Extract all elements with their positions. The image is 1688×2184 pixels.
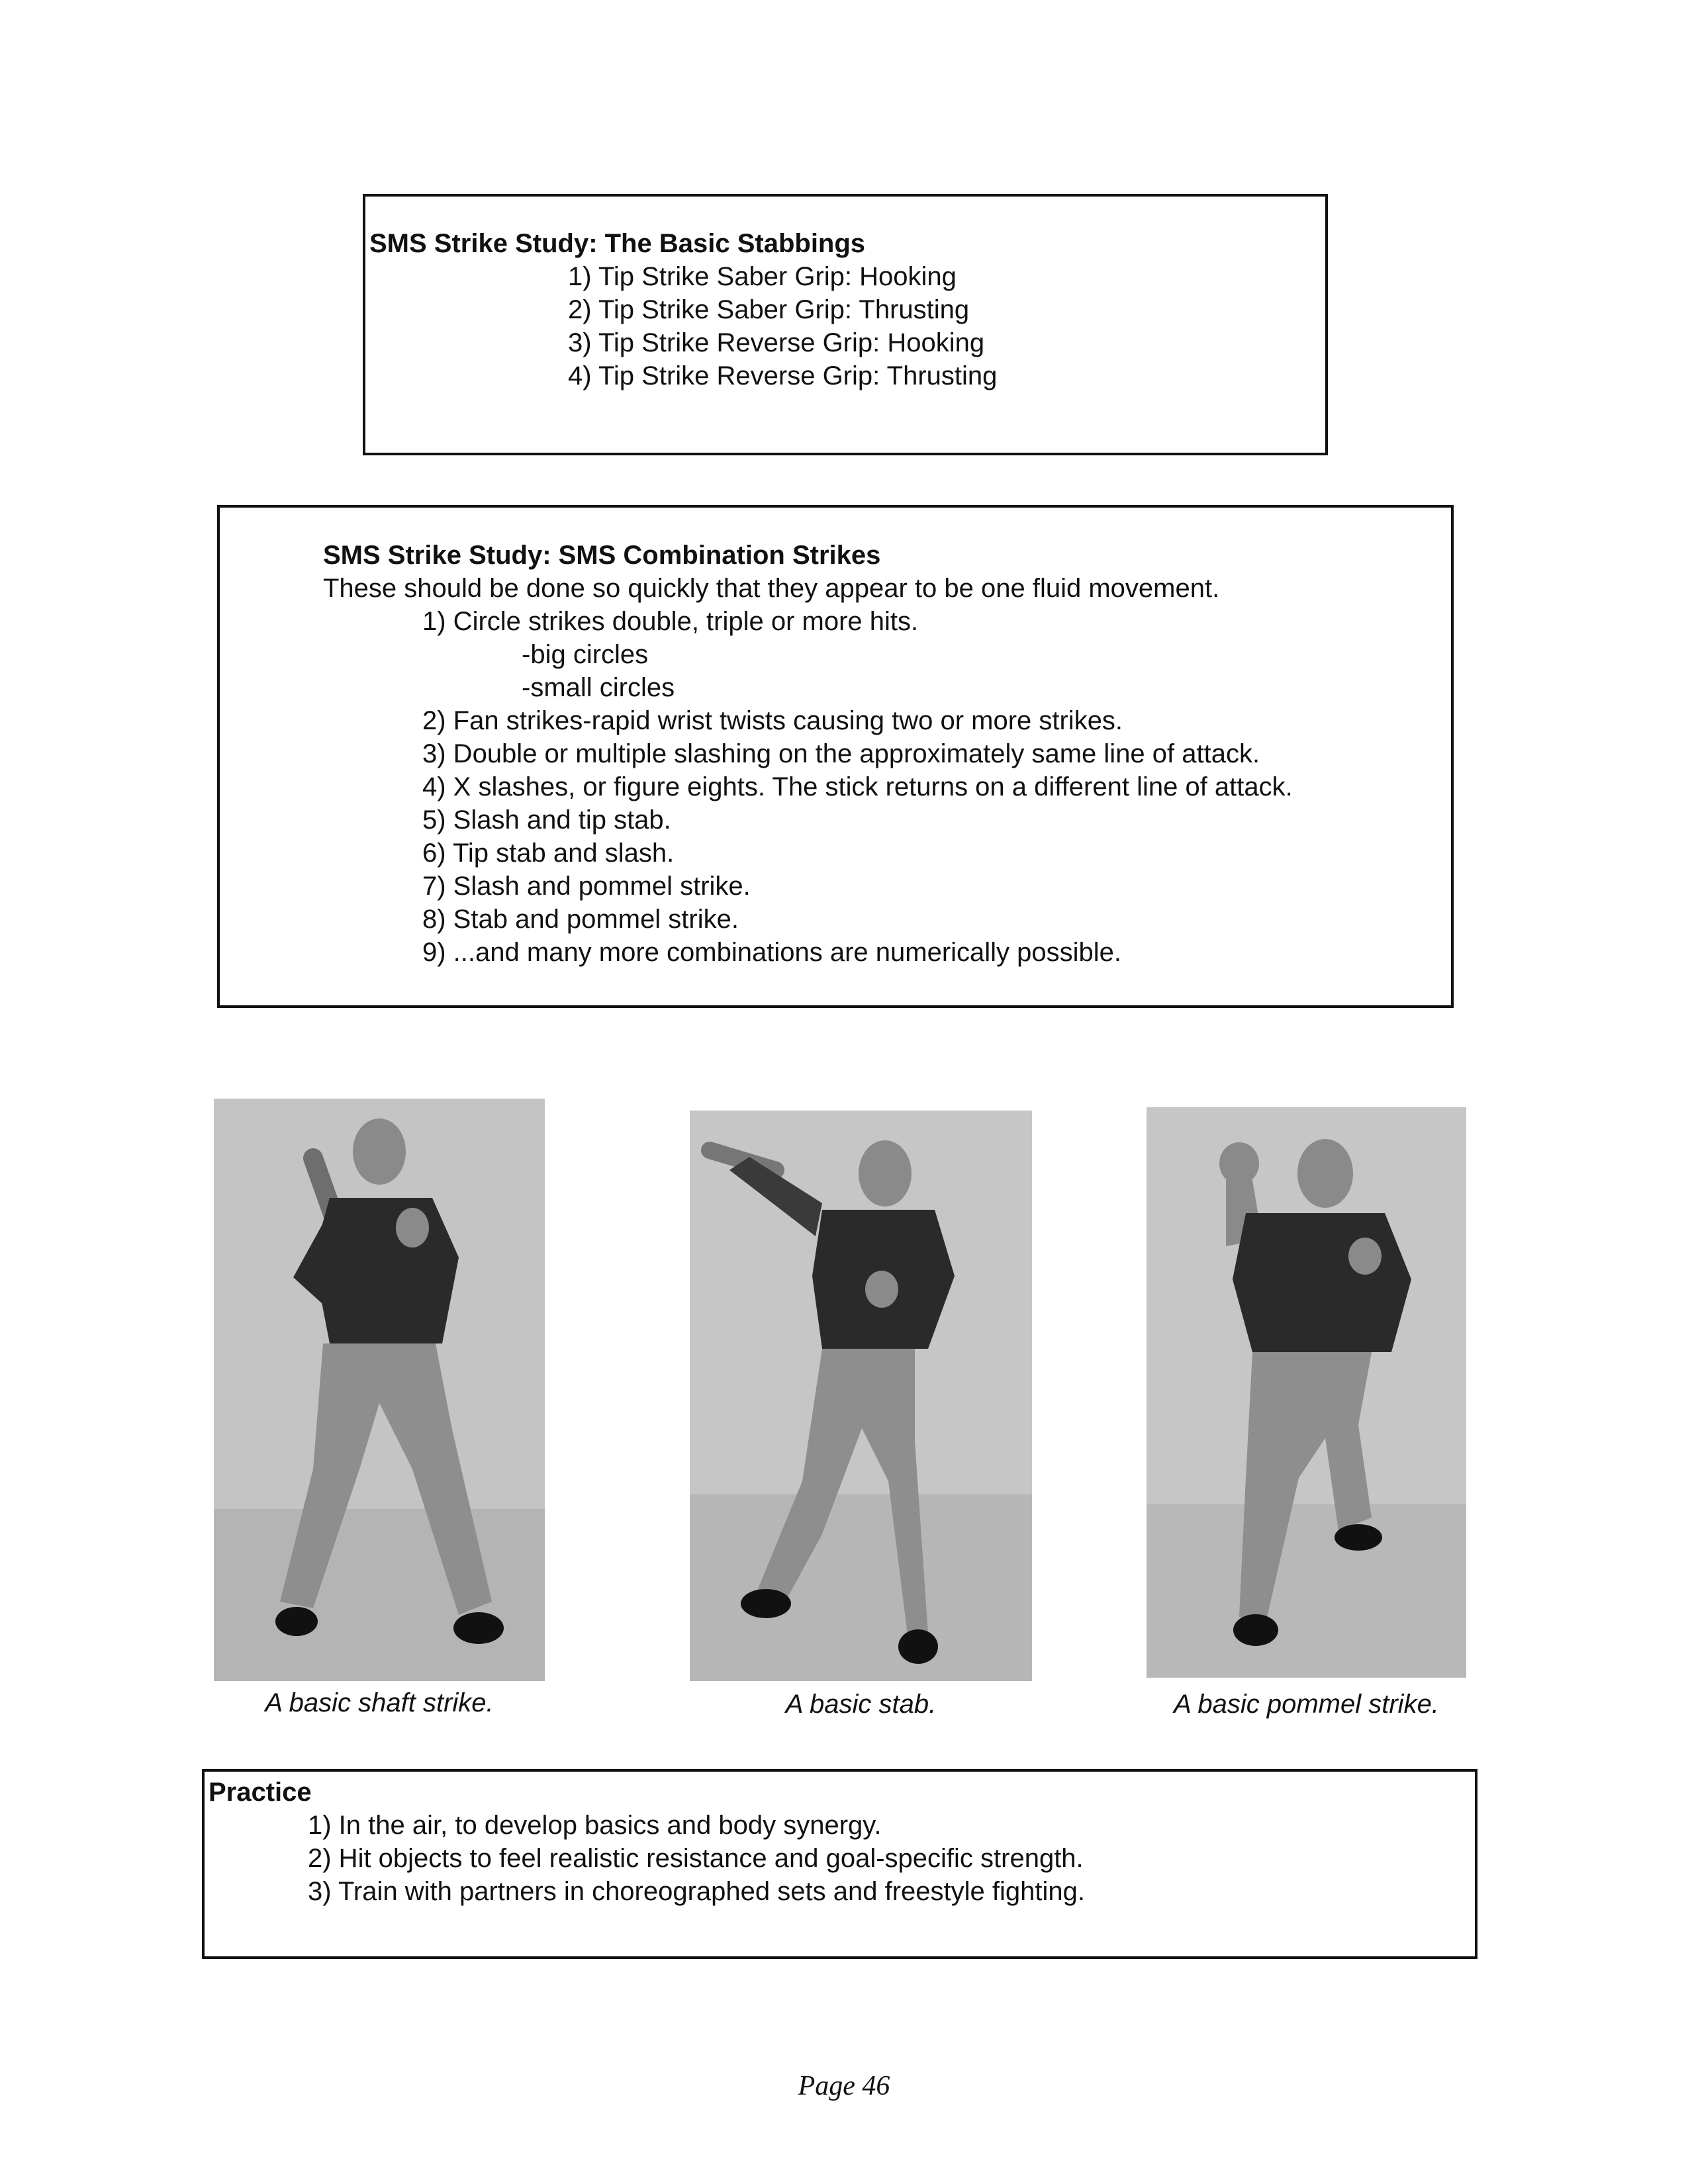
basic-stabbings-item: 3) Tip Strike Reverse Grip: Hooking: [568, 328, 985, 357]
page-number: Page 46: [798, 2071, 890, 2101]
combination-strikes-item: 2) Fan strikes-rapid wrist twists causing two or more strikes.: [422, 706, 1123, 735]
combination-strikes-item: 9) ...and many more combinations are numerically possible.: [422, 938, 1122, 967]
practice-item: 2) Hit objects to feel realistic resistance and goal-specific strength.: [308, 1844, 1084, 1873]
basic-stabbings-item: 1) Tip Strike Saber Grip: Hooking: [568, 262, 957, 291]
basic-stabbings-title: SMS Strike Study: The Basic Stabbings: [369, 229, 866, 258]
combination-strikes-item: 7) Slash and pommel strike.: [422, 872, 751, 901]
combination-strikes-intro: These should be done so quickly that they appear to be one fluid movement.: [323, 574, 1220, 603]
shaft-strike-photo: [214, 1099, 545, 1681]
practice-item: 3) Train with partners in choreographed sets and freestyle fighting.: [308, 1877, 1085, 1906]
stab-caption: A basic stab.: [785, 1690, 937, 1719]
stab-photo: [690, 1111, 1032, 1681]
combination-strikes-item: 3) Double or multiple slashing on the approximately same line of attack.: [422, 739, 1260, 768]
combination-strikes-item: 8) Stab and pommel strike.: [422, 905, 739, 934]
practice-item: 1) In the air, to develop basics and body synergy.: [308, 1811, 882, 1840]
combination-strikes-item: 5) Slash and tip stab.: [422, 805, 671, 835]
combination-strikes-item: 1) Circle strikes double, triple or more hits.: [422, 607, 919, 636]
combination-strikes-title: SMS Strike Study: SMS Combination Strikes: [323, 541, 881, 570]
practice-title: Practice: [209, 1778, 312, 1807]
combination-strikes-item: 4) X slashes, or figure eights. The stick returns on a different line of attack.: [422, 772, 1293, 801]
combination-strikes-subitem: -small circles: [522, 673, 675, 702]
combination-strikes-item: 6) Tip stab and slash.: [422, 839, 675, 868]
pommel-strike-caption: A basic pommel strike.: [1174, 1690, 1439, 1719]
pommel-strike-photo: [1147, 1107, 1466, 1678]
basic-stabbings-item: 2) Tip Strike Saber Grip: Thrusting: [568, 295, 970, 324]
basic-stabbings-item: 4) Tip Strike Reverse Grip: Thrusting: [568, 361, 998, 390]
combination-strikes-subitem: -big circles: [522, 640, 649, 669]
shaft-strike-caption: A basic shaft strike.: [265, 1688, 494, 1717]
